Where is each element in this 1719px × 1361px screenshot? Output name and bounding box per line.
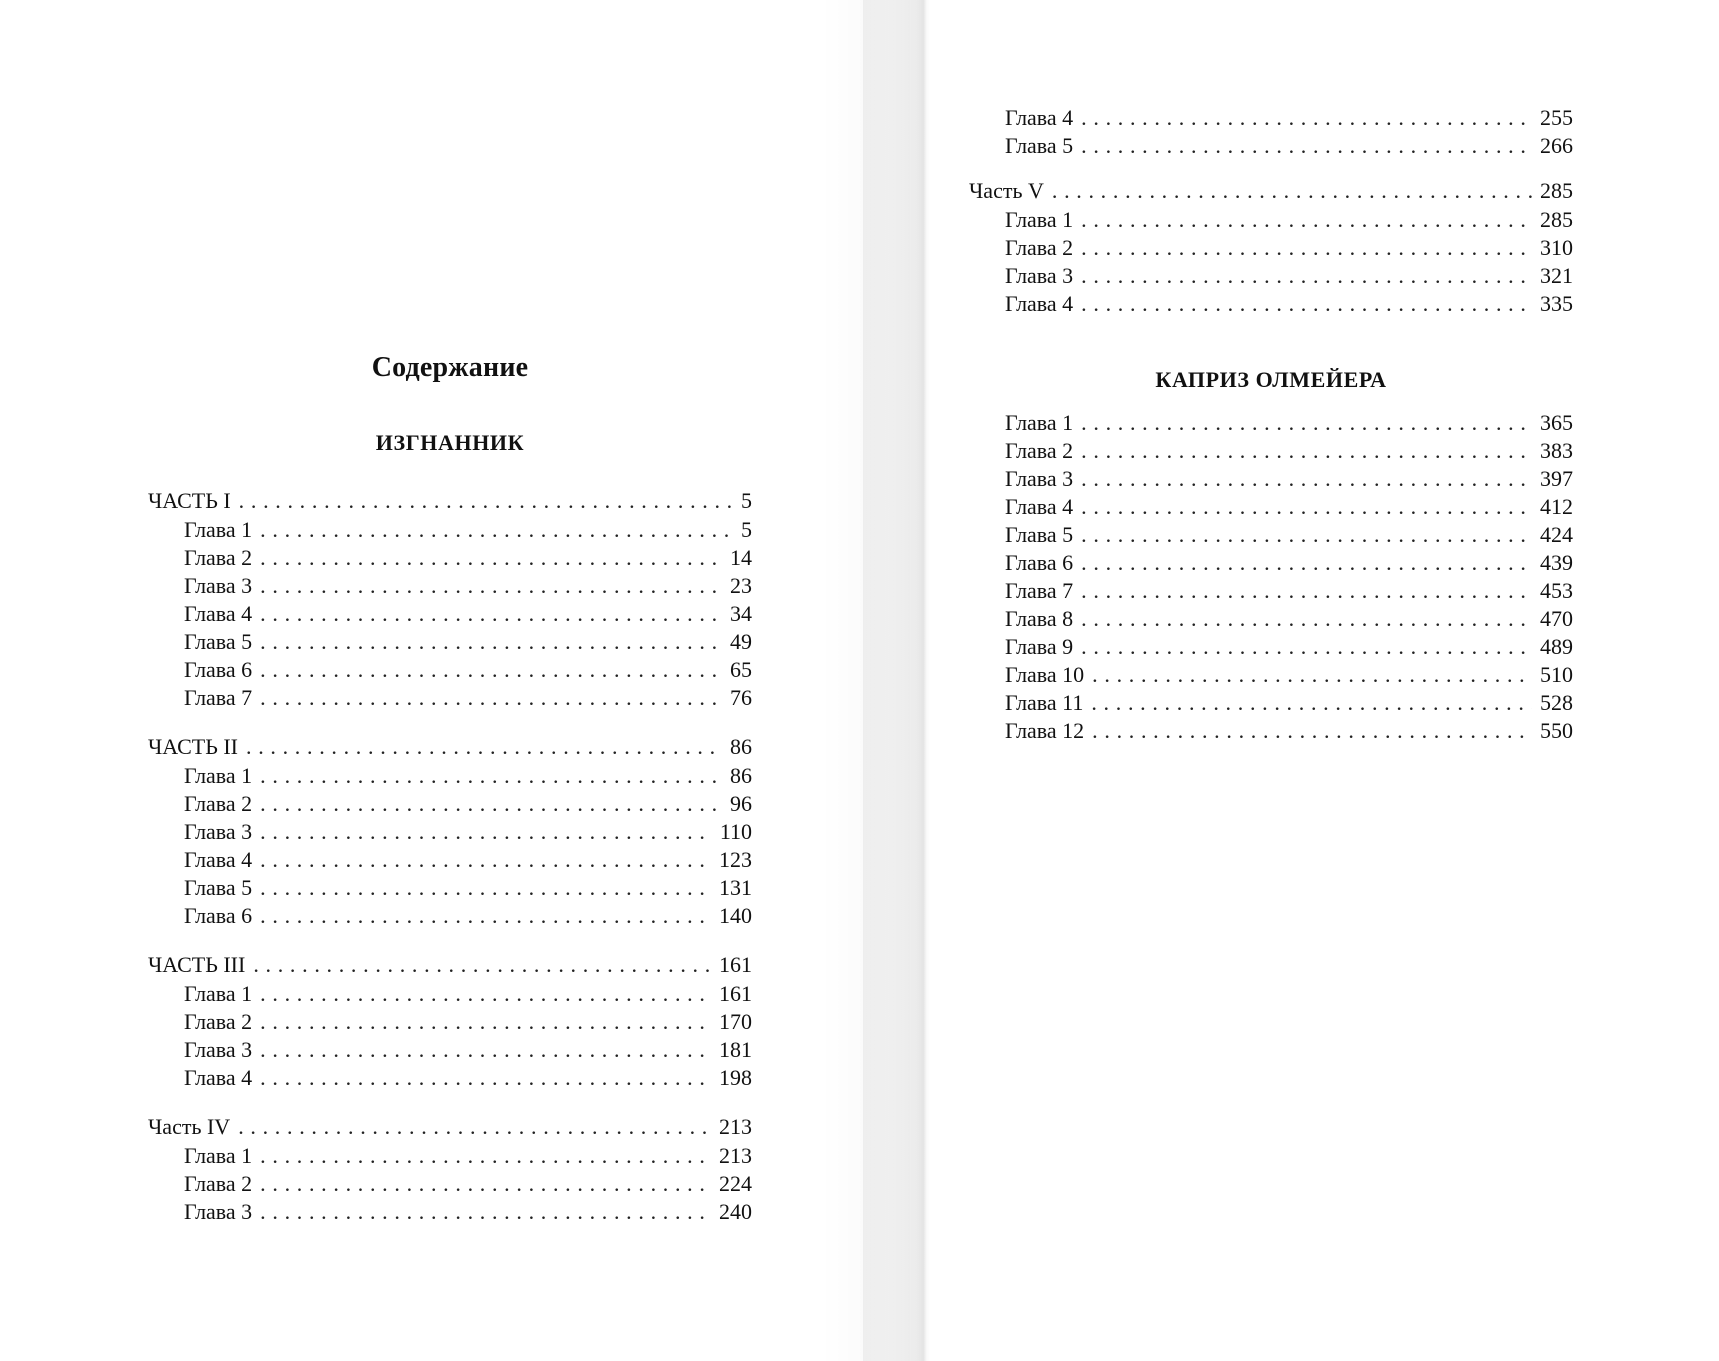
- dot-leader: [1081, 521, 1532, 549]
- dot-leader: [260, 1036, 711, 1064]
- dot-leader: [260, 628, 722, 656]
- toc-entry-part[interactable]: [148, 486, 752, 516]
- chapter-label: Глава 1: [184, 981, 253, 1006]
- dot-leader: [239, 486, 733, 516]
- toc-entry-chapter[interactable]: [148, 1142, 752, 1170]
- toc-entry-chapter[interactable]: [969, 132, 1573, 160]
- chapter-label: Глава 1: [184, 517, 253, 542]
- page-number: 365: [1540, 410, 1573, 435]
- toc-entry-chapter[interactable]: [969, 409, 1573, 437]
- toc-entry-chapter[interactable]: [969, 689, 1573, 717]
- dot-leader: [1081, 465, 1532, 493]
- toc-entry-chapter[interactable]: [148, 1064, 752, 1092]
- toc-entry-chapter[interactable]: [969, 521, 1573, 549]
- page-number: 96: [730, 791, 752, 816]
- toc-entry-chapter[interactable]: [148, 1008, 752, 1036]
- chapter-label: Глава 5: [1005, 133, 1074, 158]
- dot-leader: [260, 544, 722, 572]
- chapter-label: Глава 4: [1005, 105, 1074, 130]
- chapter-label: Глава 2: [184, 1171, 253, 1196]
- page-number: 412: [1540, 494, 1573, 519]
- page-number: 489: [1540, 634, 1573, 659]
- dot-leader: [253, 950, 711, 980]
- dot-leader: [1081, 234, 1532, 262]
- left-page: [148, 0, 752, 1361]
- page-number: 86: [730, 763, 752, 788]
- toc-entry-part[interactable]: [148, 732, 752, 762]
- dot-leader: [260, 790, 722, 818]
- chapter-label: Глава 1: [184, 1143, 253, 1168]
- dot-leader: [260, 818, 712, 846]
- page-number: 510: [1540, 662, 1573, 687]
- page-number: 213: [719, 1143, 752, 1168]
- chapter-label: Глава 6: [184, 903, 253, 928]
- dot-leader: [260, 684, 722, 712]
- dot-leader: [1081, 605, 1532, 633]
- page-number: 439: [1540, 550, 1573, 575]
- toc-entry-chapter[interactable]: [969, 206, 1573, 234]
- chapter-label: Глава 1: [184, 763, 253, 788]
- dot-leader: [1092, 717, 1532, 745]
- dot-leader: [1081, 493, 1532, 521]
- toc-entry-chapter[interactable]: [148, 790, 752, 818]
- part-label: Часть V: [969, 178, 1044, 203]
- dot-leader: [1081, 549, 1532, 577]
- chapter-label: Глава 3: [1005, 466, 1074, 491]
- dot-leader: [246, 732, 722, 762]
- page-number: 49: [730, 629, 752, 654]
- dot-leader: [1092, 661, 1532, 689]
- toc-entry-part[interactable]: [148, 950, 752, 980]
- toc-entry-chapter[interactable]: [969, 633, 1573, 661]
- page-number: 123: [719, 847, 752, 872]
- dot-leader: [260, 1170, 711, 1198]
- toc-entry-chapter[interactable]: [148, 628, 752, 656]
- toc-entry-chapter[interactable]: [969, 717, 1573, 745]
- dot-leader: [260, 846, 711, 874]
- page-number: 550: [1540, 718, 1573, 743]
- chapter-label: Глава 4: [1005, 291, 1074, 316]
- toc-entry-chapter[interactable]: [969, 661, 1573, 689]
- dot-leader: [238, 1112, 711, 1142]
- chapter-label: Глава 4: [184, 601, 253, 626]
- toc-entry-chapter[interactable]: [969, 549, 1573, 577]
- section-title-izgnannik: ИЗГНАННИК: [375, 430, 525, 455]
- page-number: 110: [719, 819, 752, 844]
- toc-entry-chapter[interactable]: [969, 605, 1573, 633]
- gutter-shadow-left: [820, 0, 930, 1361]
- toc-entry-chapter[interactable]: [969, 290, 1573, 318]
- page-number: 321: [1540, 263, 1573, 288]
- page-number: 255: [1540, 105, 1573, 130]
- chapter-label: Глава 2: [184, 791, 253, 816]
- dot-leader: [1052, 176, 1532, 206]
- toc-entry-chapter[interactable]: [969, 437, 1573, 465]
- toc-entry-chapter[interactable]: [969, 104, 1573, 132]
- dot-leader: [260, 762, 722, 790]
- chapter-label: Глава 4: [184, 1065, 253, 1090]
- right-page: [969, 0, 1573, 1361]
- toc-entry-chapter[interactable]: [148, 544, 752, 572]
- chapter-label: Глава 5: [184, 629, 253, 654]
- toc-entry-chapter[interactable]: [148, 600, 752, 628]
- page-number: 397: [1540, 466, 1573, 491]
- chapter-label: Глава 6: [184, 657, 253, 682]
- page-number: 86: [730, 734, 752, 759]
- page-number: 76: [730, 685, 752, 710]
- toc-entry-part[interactable]: [148, 1112, 752, 1142]
- page-number: 14: [730, 545, 752, 570]
- chapter-label: Глава 8: [1005, 606, 1074, 631]
- dot-leader: [260, 980, 711, 1008]
- chapter-label: Глава 3: [184, 1037, 253, 1062]
- dot-leader: [260, 1008, 711, 1036]
- page-number: 34: [730, 601, 752, 626]
- chapter-label: Глава 4: [184, 847, 253, 872]
- toc-entry-chapter[interactable]: [148, 656, 752, 684]
- chapter-label: Глава 11: [1005, 690, 1084, 715]
- dot-leader: [260, 600, 722, 628]
- toc-entry-part[interactable]: [969, 176, 1573, 206]
- chapter-label: Глава 3: [184, 1199, 253, 1224]
- page-number: 181: [719, 1037, 752, 1062]
- part-label: ЧАСТЬ I: [148, 488, 231, 513]
- toc-entry-chapter[interactable]: [148, 572, 752, 600]
- toc-entry-chapter[interactable]: [148, 980, 752, 1008]
- part-group-5: [969, 176, 1573, 318]
- toc-entry-chapter[interactable]: [148, 516, 752, 544]
- toc-entry-chapter[interactable]: [969, 262, 1573, 290]
- chapter-label: Глава 3: [184, 819, 253, 844]
- part-group-3: [148, 950, 752, 1092]
- toc-entry-chapter[interactable]: [148, 846, 752, 874]
- part-label: ЧАСТЬ II: [148, 734, 238, 759]
- dot-leader: [1081, 633, 1532, 661]
- page-number: 198: [719, 1065, 752, 1090]
- page-number: 335: [1540, 291, 1573, 316]
- toc-entry-chapter[interactable]: [148, 874, 752, 902]
- page-number: 170: [719, 1009, 752, 1034]
- continued-chapters: [969, 104, 1573, 160]
- dot-leader: [1081, 132, 1532, 160]
- dot-leader: [260, 1142, 711, 1170]
- dot-leader: [260, 902, 711, 930]
- chapter-label: Глава 10: [1005, 662, 1085, 687]
- page-number: 23: [730, 573, 752, 598]
- part-label: ЧАСТЬ III: [148, 952, 246, 977]
- dot-leader: [260, 572, 722, 600]
- dot-leader: [1081, 409, 1532, 437]
- part-group-4: [148, 1112, 752, 1226]
- chapter-label: Глава 3: [184, 573, 253, 598]
- chapter-label: Глава 4: [1005, 494, 1074, 519]
- dot-leader: [260, 874, 711, 902]
- part-group-1: [148, 486, 752, 712]
- page-number: 240: [719, 1199, 752, 1224]
- toc-entry-chapter[interactable]: [148, 1036, 752, 1064]
- dot-leader: [1091, 689, 1532, 717]
- toc-entry-chapter[interactable]: [969, 577, 1573, 605]
- page-number: 470: [1540, 606, 1573, 631]
- chapter-label: Глава 2: [184, 545, 253, 570]
- chapter-label: Глава 1: [1005, 410, 1074, 435]
- chapter-label: Глава 2: [184, 1009, 253, 1034]
- chapter-label: Глава 5: [1005, 522, 1074, 547]
- page-number: 5: [741, 488, 752, 513]
- dot-leader: [260, 656, 722, 684]
- page-number: 161: [719, 952, 752, 977]
- dot-leader: [1081, 437, 1532, 465]
- dot-leader: [1081, 262, 1532, 290]
- dot-leader: [260, 1198, 711, 1226]
- kapriz-chapters: [969, 409, 1573, 745]
- chapter-label: Глава 6: [1005, 550, 1074, 575]
- chapter-label: Глава 7: [1005, 578, 1074, 603]
- page-number: 285: [1540, 178, 1573, 203]
- chapter-label: Глава 1: [1005, 207, 1074, 232]
- page-number: 65: [730, 657, 752, 682]
- page-number: 310: [1540, 235, 1573, 260]
- page-number: 224: [719, 1171, 752, 1196]
- chapter-label: Глава 2: [1005, 235, 1074, 260]
- toc-entry-chapter[interactable]: [969, 465, 1573, 493]
- gutter-shadow-right: [863, 0, 933, 1361]
- chapter-label: Глава 5: [184, 875, 253, 900]
- toc-entry-chapter[interactable]: [148, 1198, 752, 1226]
- page-number: 528: [1540, 690, 1573, 715]
- toc-entry-chapter[interactable]: [969, 234, 1573, 262]
- page-number: 140: [719, 903, 752, 928]
- part-label: Часть IV: [148, 1114, 231, 1139]
- chapter-label: Глава 7: [184, 685, 253, 710]
- dot-leader: [260, 516, 733, 544]
- toc-entry-chapter[interactable]: [148, 762, 752, 790]
- toc-entry-chapter[interactable]: [148, 684, 752, 712]
- toc-entry-chapter[interactable]: [148, 1170, 752, 1198]
- dot-leader: [1081, 577, 1532, 605]
- page-number: 424: [1540, 522, 1573, 547]
- page-number: 213: [719, 1114, 752, 1139]
- toc-entry-chapter[interactable]: [148, 902, 752, 930]
- toc-entry-chapter[interactable]: [148, 818, 752, 846]
- chapter-label: Глава 9: [1005, 634, 1074, 659]
- chapter-label: Глава 3: [1005, 263, 1074, 288]
- page-number: 131: [719, 875, 752, 900]
- chapter-label: Глава 2: [1005, 438, 1074, 463]
- page-number: 383: [1540, 438, 1573, 463]
- dot-leader: [1081, 290, 1532, 318]
- page-number: 266: [1540, 133, 1573, 158]
- chapter-label: Глава 12: [1005, 718, 1085, 743]
- part-group-2: [148, 732, 752, 930]
- page-number: 161: [719, 981, 752, 1006]
- page-number: 453: [1540, 578, 1573, 603]
- dot-leader: [1081, 104, 1532, 132]
- dot-leader: [1081, 206, 1532, 234]
- section-title-kapriz: КАПРИЗ ОЛМЕЙЕРА: [1155, 367, 1387, 392]
- toc-entry-chapter[interactable]: [969, 493, 1573, 521]
- toc-title: Содержание: [371, 352, 529, 383]
- page-number: 5: [741, 517, 752, 542]
- page-number: 285: [1540, 207, 1573, 232]
- dot-leader: [260, 1064, 711, 1092]
